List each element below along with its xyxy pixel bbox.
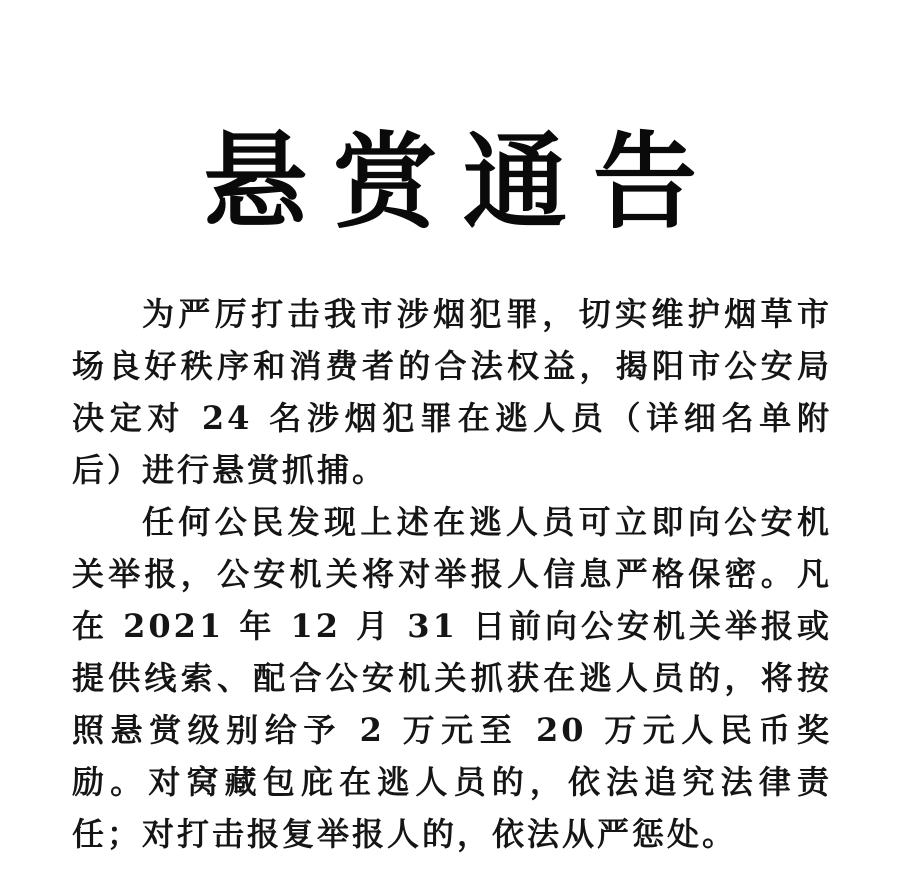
notice-paragraph-1: 为严厉打击我市涉烟犯罪，切实维护烟草市场良好秩序和消费者的合法权益，揭阳市公安局决定对 24 名涉烟犯罪在逃人员（详细名单附后）进行悬赏抓捕。 (72, 295, 832, 489)
notice-body (72, 288, 832, 860)
notice-title: 悬赏通告 (202, 120, 723, 243)
notice-paragraph-2: 任何公民发现上述在逃人员可立即向公安机关举报，公安机关将对举报人信息严格保密。凡在 2021 年 12 月 31 日前向公安机关举报或提供线索、配合公安机关抓获在逃人员的，将按照悬赏级别给予 2 万元至 20 万元人民币奖励。对窝藏包庇在逃人员的，依法追究法律责任；对打击报复举报人的，依法从严惩处。 (72, 503, 832, 853)
